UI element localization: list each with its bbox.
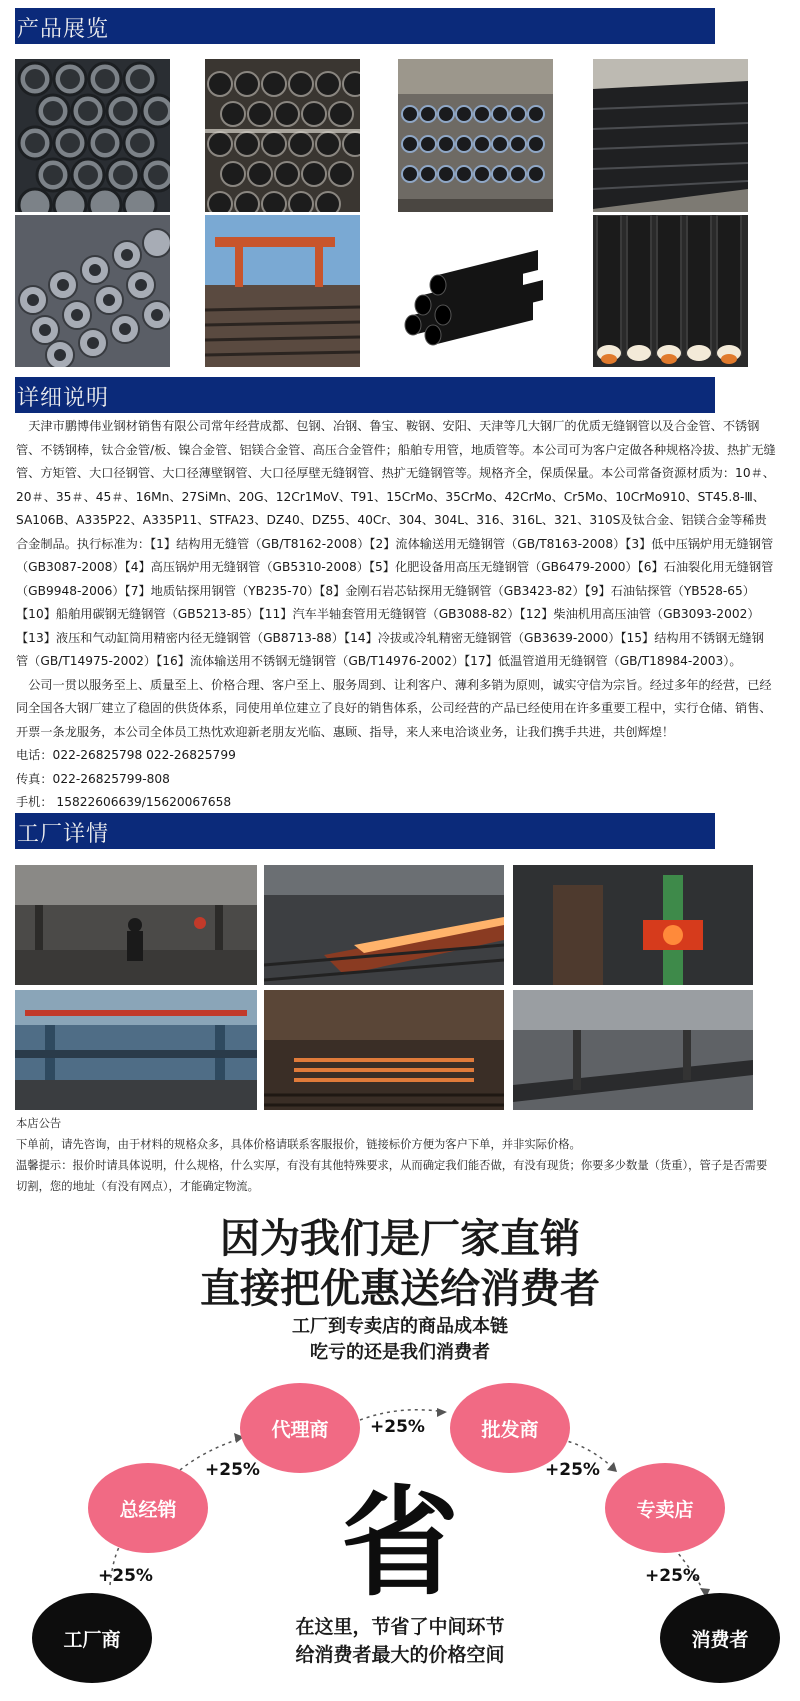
factory-photo [15, 865, 257, 985]
node-general-distributor: 总经销 [88, 1463, 208, 1553]
company-intro: 天津市鹏博伟业钢材销售有限公司常年经营成都、包钢、冶钢、鲁宝、鞍钢、安阳、天津等几大钢厂的优质无缝钢管以及合金管、不锈钢管、不锈钢棒，钛合金管/板、镍合金管、铝镁合金管、高压合金管件；船舶专用管，地质管等。本公司可为客户定做各种规格冷拔、热扩无缝管、方矩管、大口径钢管、大口径薄壁钢管、大口径厚壁无缝钢管、热扩无缝钢管等。规格齐全，保质保量。本公司常备资源材质为：10＃、20＃、35＃、45＃、16Mn、27SiMn、20G、12Cr1MoV、T91、15CrMo、35CrMo、42CrMo、Cr5Mo、10CrMo910、ST45.8-Ⅲ、SA106B、A335P22、A335P11、STFA23、DZ40、DZ55、40Cr、304、304L、316、316L、321、310S及钛合金、铝镁合金等稀贵合金制品。执行标准为：【1】结构用无缝管（GB/T8162-2008）【2】流体输送用无缝钢管（GB/T8163-2008）【3】低中压锅炉用无缝钢管（GB3087-2008）【4】高压锅炉用无缝钢管（GB5310-2008）【5】化肥设备用高压无缝钢管（GB6479-2000）【6】石油裂化用无缝钢管（GB9948-2006）【7】地质钻探用钢管（YB235-70）【8】金刚石岩芯钻探用无缝钢管（GB3423-82）【9】石油钻探管（YB528-65）【10】船舶用碳钢无缝钢管（GB5213-85）【11】汽车半轴套管用无缝钢管（GB3088-82）【12】柴油机用高压油管（GB3093-2002）【13】液压和气动缸筒用精密内径无缝钢管（GB8713-88）【14】冷拔或冷轧精密无缝钢管（GB3639-2000）【15】结构用不锈钢无缝钢管（GB/T14975-2002）【16】流体输送用不锈钢无缝钢管（GB/T14976-2002）【17】低温管道用无缝钢管（GB/T18984-2003）。 [16, 419, 776, 668]
factory-photo [264, 865, 504, 985]
section-header-factory [15, 813, 715, 849]
section-title: 详细说明 [17, 386, 110, 411]
node-agent: 代理商 [240, 1383, 360, 1473]
promo-center-character: 省 [340, 1474, 459, 1612]
markup-label: +25% [370, 1417, 425, 1437]
product-photo [15, 215, 170, 367]
factory-photo [15, 990, 257, 1110]
factory-photo [513, 865, 753, 985]
product-photo [398, 59, 553, 212]
node-wholesale: 批发商 [450, 1383, 570, 1473]
contact-mobile: 手机： 15822606639/15620067658 [16, 795, 232, 809]
markup-label: +25% [545, 1460, 600, 1480]
promo-headline: 直接把优惠送给消费者 [200, 1266, 600, 1312]
section-title: 工厂详情 [17, 822, 110, 847]
product-photo [205, 215, 360, 367]
section-header-products [15, 8, 715, 44]
markup-label: +25% [98, 1566, 153, 1586]
section-title: 产品展览 [17, 17, 110, 42]
product-photo [593, 59, 748, 212]
product-photo [205, 59, 360, 212]
notice-title: 本店公告 [16, 1117, 62, 1130]
factory-photo [513, 990, 753, 1110]
node-consumer: 消费者 [660, 1593, 780, 1683]
details-text [16, 415, 776, 815]
promo-bottom-text: 在这里，节省了中间环节 [295, 1616, 505, 1638]
markup-label: +25% [205, 1460, 260, 1480]
contact-fax: 传真：022-26825799-808 [16, 771, 170, 786]
promo-subtitle: 工厂到专卖店的商品成本链 [292, 1316, 508, 1337]
factory-photo [264, 990, 504, 1110]
promo-bottom-text: 给消费者最大的价格空间 [295, 1644, 505, 1666]
section-header-details [15, 377, 715, 413]
notice-line: 下单前，请先咨询，由于材料的规格众多，具体价格请联系客服报价，链接标价方便为客户下单，并非实际价格。 [16, 1138, 581, 1151]
notice-line: 温馨提示：报价时请具体说明，什么规格，什么实厚，有没有其他特殊要求，从而确定我们能否做，有没有现货；你要多少数量（货重），管子是否需要切割，您的地址（有没有网点），才能确定物流。 [16, 1159, 768, 1193]
node-factory: 工厂商 [32, 1593, 152, 1683]
store-notice [16, 1113, 776, 1197]
contact-phone: 电话：022-26825798 022-26825799 [16, 748, 236, 762]
promo-headline: 因为我们是厂家直销 [220, 1216, 580, 1262]
product-photo [15, 59, 170, 212]
product-photo [593, 215, 748, 367]
promo-subtitle: 吃亏的还是我们消费者 [310, 1342, 490, 1363]
company-service: 公司一贯以服务至上、质量至上、价格合理、客户至上、服务周到、让利客户、薄利多销为原则，诚实守信为宗旨。经过多年的经营，已经同全国各大钢厂建立了稳固的供货体系，同使用单位建立了良好的销售体系，公司经营的产品已经使用在许多重要工程中，实行仓储、销售、开票一条龙服务，本公司全体员工热忱欢迎新老朋友光临、惠顾、指导，来人来电洽谈业务，让我们携手共进，共创辉煌！ [16, 677, 772, 739]
product-photo [398, 215, 553, 367]
markup-label: +25% [645, 1566, 700, 1586]
node-store: 专卖店 [605, 1463, 725, 1553]
